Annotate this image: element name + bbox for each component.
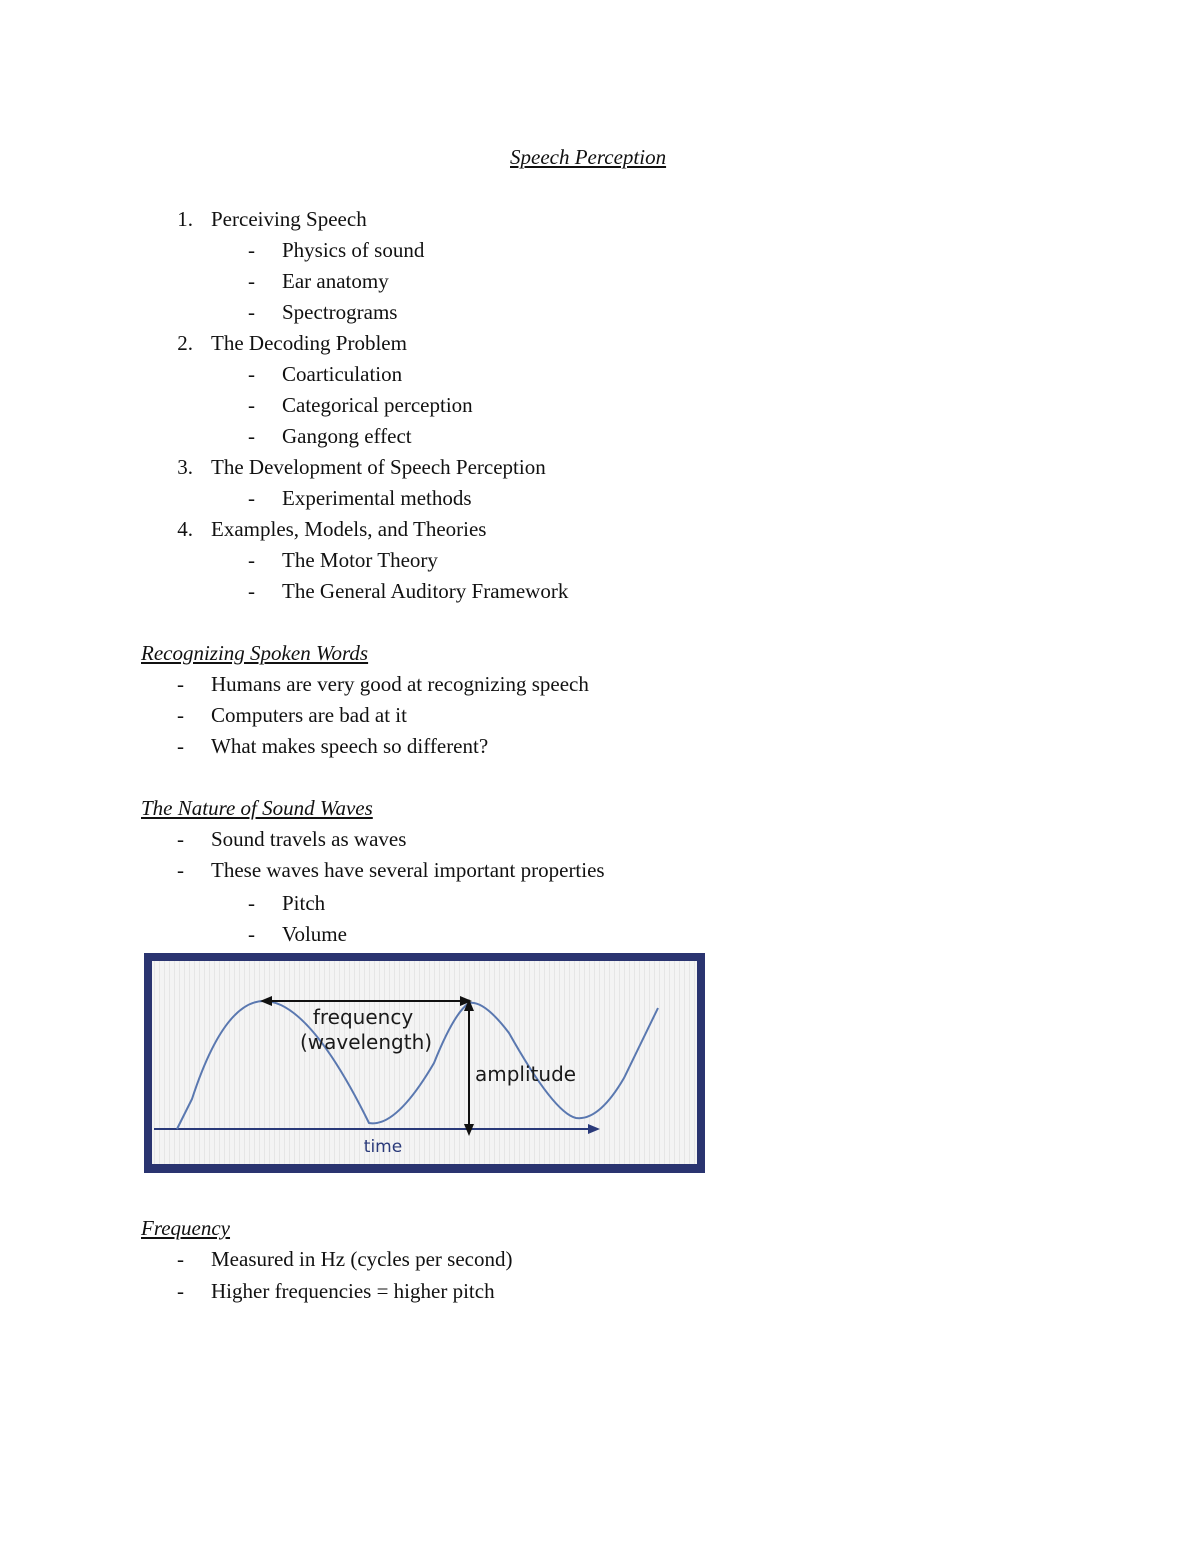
bullet-dash: - — [177, 858, 184, 882]
bullet-dash: - — [177, 672, 184, 696]
sub-bullet-item: Volume — [282, 922, 347, 946]
bullet-item: Sound travels as waves — [211, 827, 407, 851]
section-heading-nature: The Nature of Sound Waves — [141, 796, 373, 820]
frequency-label: frequency — [312, 1005, 414, 1029]
bullet-dash: - — [248, 300, 255, 324]
outline-subitem: Gangong effect — [282, 424, 412, 448]
section-heading-frequency: Frequency — [141, 1216, 231, 1240]
outline-subitem: The Motor Theory — [282, 548, 438, 572]
outline-subitem: The General Auditory Framework — [282, 579, 569, 603]
bullet-dash: - — [248, 362, 255, 386]
outline-item: The Decoding Problem — [211, 331, 407, 355]
bullet-item: These waves have several important properties — [211, 858, 605, 882]
bullet-dash: - — [177, 703, 184, 727]
bullet-item: Higher frequencies = higher pitch — [211, 1279, 495, 1303]
outline-subitem: Ear anatomy — [282, 269, 389, 293]
sound-wave-diagram — [144, 953, 705, 1173]
outline-number: 2. — [177, 331, 193, 355]
outline-number: 3. — [177, 455, 193, 479]
outline-subitem: Categorical perception — [282, 393, 473, 417]
bullet-item: Humans are very good at recognizing speech — [211, 672, 589, 696]
bullet-dash: - — [248, 238, 255, 262]
bullet-dash: - — [177, 1247, 184, 1271]
bullet-dash: - — [248, 269, 255, 293]
section-heading-recognizing: Recognizing Spoken Words — [141, 641, 369, 665]
bullet-dash: - — [248, 393, 255, 417]
outline-item: Perceiving Speech — [211, 207, 367, 231]
bullet-dash: - — [248, 424, 255, 448]
bullet-item: Measured in Hz (cycles per second) — [211, 1247, 513, 1271]
outline-item: Examples, Models, and Theories — [211, 517, 487, 541]
bullet-item: Computers are bad at it — [211, 703, 407, 727]
outline-subitem: Coarticulation — [282, 362, 403, 386]
bullet-dash: - — [248, 486, 255, 510]
time-label: time — [363, 1137, 403, 1157]
outline-subitem: Physics of sound — [282, 238, 425, 262]
bullet-dash: - — [177, 734, 184, 758]
bullet-item: What makes speech so different? — [211, 734, 489, 758]
bullet-dash: - — [248, 891, 255, 915]
outline-number: 1. — [177, 207, 193, 231]
amplitude-label: amplitude — [475, 1062, 577, 1086]
figure-background — [152, 961, 697, 1164]
bullet-dash: - — [177, 1279, 184, 1303]
bullet-dash: - — [248, 922, 255, 946]
page-title: Speech Perception — [510, 145, 667, 169]
bullet-dash: - — [177, 827, 184, 851]
wavelength-label: (wavelength) — [299, 1030, 433, 1054]
outline-number: 4. — [177, 517, 193, 541]
sub-bullet-item: Pitch — [282, 891, 326, 915]
outline-subitem: Spectrograms — [282, 300, 398, 324]
bullet-dash: - — [248, 548, 255, 572]
outline-subitem: Experimental methods — [282, 486, 472, 510]
bullet-dash: - — [248, 579, 255, 603]
outline-item: The Development of Speech Perception — [211, 455, 546, 479]
